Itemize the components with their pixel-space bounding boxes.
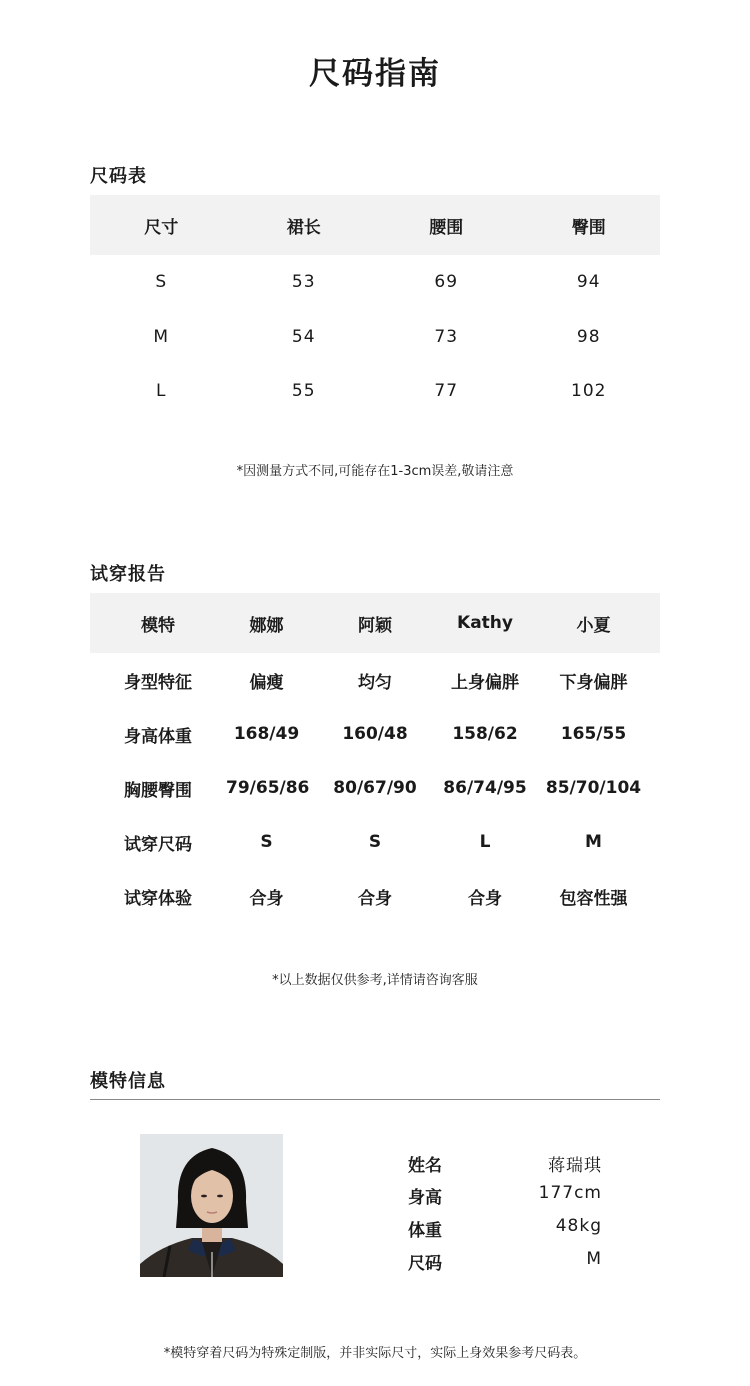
table-cell: 80/67/90 (333, 778, 417, 798)
table-cell: 合身 (249, 888, 284, 909)
table-cell: 上身偏胖 (451, 672, 519, 693)
table-cell: 160/48 (342, 724, 408, 744)
table-cell: 合身 (468, 888, 502, 909)
try-on-header-cell: 阿颖 (358, 615, 392, 636)
row-label-cell: 身型特征 (124, 672, 192, 693)
table-cell: 合身 (358, 888, 392, 909)
try-on-title: 试穿报告 (90, 564, 166, 585)
name-label: 姓名 (408, 1156, 442, 1176)
table-row (90, 653, 660, 707)
table-cell: 偏瘦 (249, 672, 284, 693)
model-info-title: 模特信息 (90, 1071, 166, 1092)
skirt-length-cell: 53 (291, 272, 316, 293)
weight-label: 体重 (408, 1221, 442, 1241)
size-cell: L (156, 381, 167, 402)
table-cell: 168/49 (233, 724, 300, 744)
row-label-cell: 试穿尺码 (124, 834, 192, 855)
size-chart-header-cell: 裙长 (286, 217, 321, 238)
size-chart-title: 尺码表 (90, 166, 147, 187)
model-photo (140, 1134, 283, 1277)
table-row (90, 255, 660, 310)
row-label-cell: 试穿体验 (124, 888, 192, 909)
size-chart-header-cell: 臀围 (571, 217, 606, 238)
hip-cell: 102 (571, 381, 607, 402)
table-cell: 165/55 (560, 724, 627, 744)
try-on-header-cell: 娜娜 (249, 615, 284, 636)
size-chart-header-row (90, 195, 660, 255)
skirt-length-cell: 54 (291, 326, 316, 347)
name-value: 蒋瑞琪 (548, 1156, 602, 1176)
table-cell: S (368, 832, 382, 852)
waist-cell: 77 (434, 381, 459, 402)
size-label: 尺码 (408, 1254, 442, 1274)
size-value: M (586, 1249, 602, 1269)
table-row (90, 707, 660, 761)
height-value: 177cm (538, 1183, 602, 1203)
table-cell: 均匀 (358, 672, 392, 693)
table-row (90, 815, 660, 869)
row-label-cell: 胸腰臀围 (124, 780, 192, 801)
table-cell: S (260, 832, 273, 852)
table-cell: 79/65/86 (226, 778, 310, 798)
table-row (90, 310, 660, 365)
size-chart-header-cell: 尺寸 (144, 217, 179, 238)
try-on-note: *以上数据仅供参考,详情请咨询客服 (272, 973, 478, 988)
size-cell: M (153, 326, 170, 347)
try-on-header-row (90, 593, 660, 653)
waist-cell: 73 (434, 326, 459, 347)
table-row (90, 761, 660, 815)
hip-cell: 94 (576, 272, 601, 293)
size-cell: S (155, 272, 168, 293)
size-chart-note: *因测量方式不同,可能存在1-3cm误差,敬请注意 (236, 464, 514, 479)
table-cell: 85/70/104 (545, 778, 642, 798)
table-cell: 86/74/95 (443, 778, 527, 798)
table-cell: M (585, 832, 602, 852)
try-on-header-cell: 模特 (141, 615, 175, 636)
skirt-length-cell: 55 (291, 381, 316, 402)
row-label-cell: 身高体重 (124, 726, 192, 747)
footer-note: *模特穿着尺码为特殊定制版，并非实际尺寸，实际上身效果参考尺码表。 (163, 1346, 587, 1361)
try-on-header-cell: 小夏 (576, 615, 611, 636)
page-title: 尺码指南 (309, 56, 441, 92)
hip-cell: 98 (576, 326, 601, 347)
section-divider (90, 1099, 660, 1100)
waist-cell: 69 (434, 272, 459, 293)
table-cell: 包容性强 (559, 888, 628, 909)
table-row (90, 869, 660, 923)
size-chart-header-cell: 腰围 (429, 217, 464, 238)
table-cell: 下身偏胖 (559, 672, 628, 693)
table-cell: L (479, 832, 491, 852)
height-label: 身高 (408, 1188, 442, 1208)
weight-value: 48kg (555, 1216, 602, 1236)
table-row (90, 364, 660, 419)
try-on-header-cell: Kathy (457, 613, 513, 633)
table-cell: 158/62 (452, 724, 518, 744)
size-chart-table (90, 195, 660, 419)
try-on-table (90, 593, 660, 923)
